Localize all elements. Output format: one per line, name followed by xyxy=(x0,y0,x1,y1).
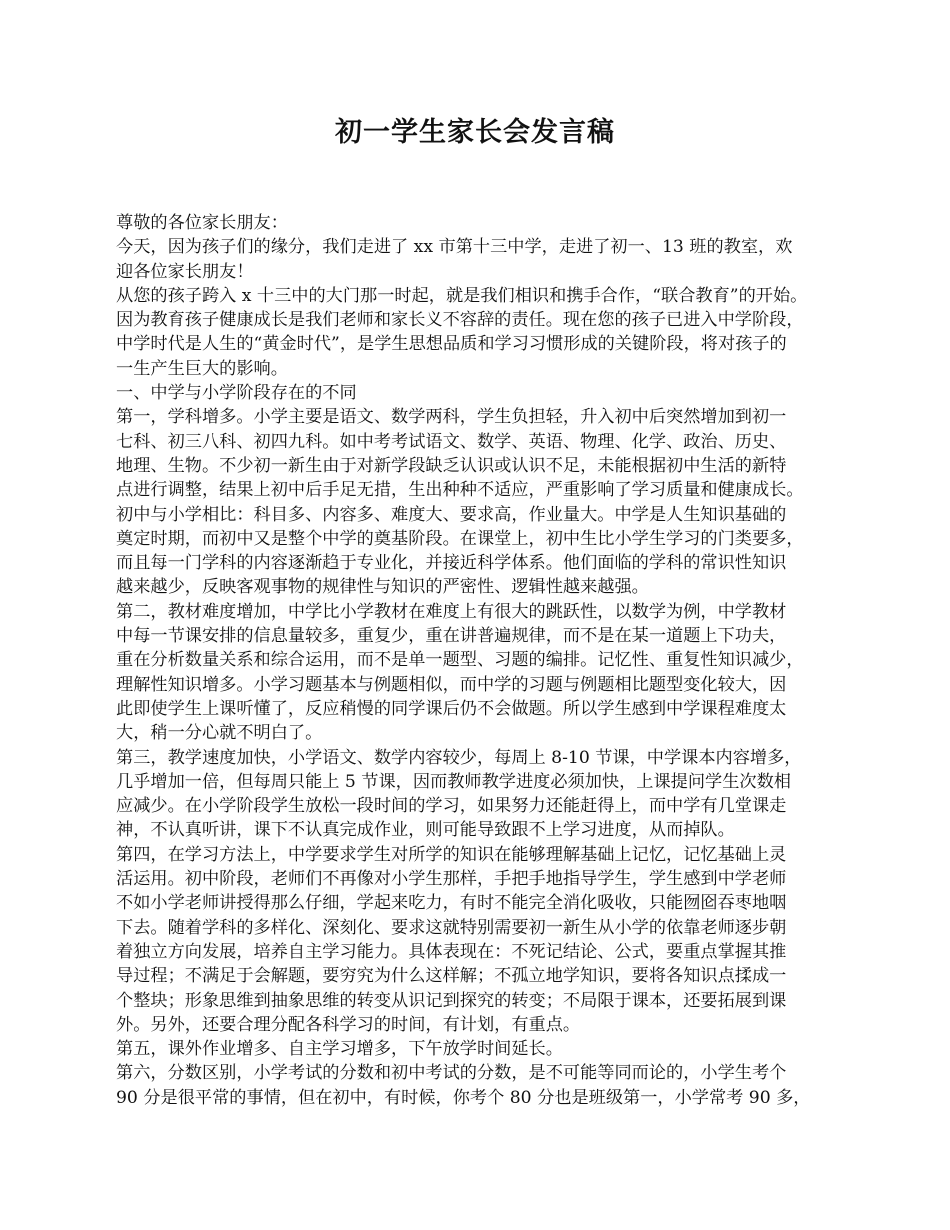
text-line: 此即使学生上课听懂了，反应稍慢的同学课后仍不会做题。所以学生感到中学课程难度太 xyxy=(116,698,787,719)
text-line: 奠定时期，而初中又是整个中学的奠基阶段。在课堂上，初中生比小学生学习的门类要多， xyxy=(116,528,804,549)
text-line: 七科、初三八科、初四九科。如中考考试语文、数学、英语、物理、化学、政治、历史、 xyxy=(116,431,787,452)
text-line: 点进行调整，结果上初中后手足无措，生出种种不适应，严重影响了学习质量和健康成长。 xyxy=(116,480,804,501)
text-line: 初中与小学相比：科目多、内容多、难度大、要求高，作业量大。中学是人生知识基础的 xyxy=(116,504,787,525)
document-body xyxy=(116,211,854,1110)
text-line: 第五，课外作业增多、自主学习增多，下午放学时间延长。 xyxy=(116,1039,563,1060)
text-line: 重在分析数量关系和综合运用，而不是单一题型、习题的编排。记忆性、重复性知识减少， xyxy=(116,650,804,671)
text-line: 越来越少，反映客观事物的规律性与知识的严密性、逻辑性越来越强。 xyxy=(116,577,649,598)
text-line: 因为教育孩子健康成长是我们老师和家长义不容辞的责任。现在您的孩子已进入中学阶段， xyxy=(116,310,804,331)
text-line: 从您的孩子跨入 x 十三中的大门那一时起，就是我们相识和携手合作，“联合教育”的开始。 xyxy=(116,285,808,306)
text-line: 应减少。在小学阶段学生放松一段时间的学习，如果努力还能赶得上，而中学有几堂课走 xyxy=(116,796,787,817)
text-line: 中每一节课安排的信息量较多，重复少，重在讲普遍规律，而不是在某一道题上下功夫， xyxy=(116,626,787,647)
text-line: 外。另外，还要合理分配各科学习的时间，有计划，有重点。 xyxy=(116,1014,581,1035)
text-line: 地理、生物。不少初一新生由于对新学段缺乏认识或认识不足，未能根据初中生活的新特 xyxy=(116,455,787,476)
text-line: 第二，教材难度增加，中学比小学教材在难度上有很大的跳跃性，以数学为例，中学教材 xyxy=(116,601,787,622)
text-line: 着独立方向发展，培养自主学习能力。具体表现在：不死记结论、公式，要重点掌握其推 xyxy=(116,941,787,962)
text-line: 尊敬的各位家长朋友： xyxy=(116,213,288,233)
text-line: 迎各位家长朋友！ xyxy=(116,261,254,282)
text-line: 活运用。初中阶段，老师们不再像对小学生那样，手把手地指导学生，学生感到中学老师 xyxy=(116,869,787,890)
text-line: 神，不认真听讲，课下不认真完成作业，则可能导致跟不上学习进度，从而掉队。 xyxy=(116,820,735,841)
text-line: 个整块；形象思维到抽象思维的转变从识记到探究的转变；不局限于课本，还要拓展到课 xyxy=(116,990,787,1011)
document-title: 初一学生家长会发言稿 xyxy=(335,117,615,148)
text-line: 第四，在学习方法上，中学要求学生对所学的知识在能够理解基础上记忆，记忆基础上灵 xyxy=(116,844,787,865)
text-line: 第三，教学速度加快，小学语文、数学内容较少，每周上 8-10 节课，中学课本内容增多， xyxy=(116,747,802,768)
text-line: 理解性知识增多。小学习题基本与例题相似，而中学的习题与例题相比题型变化较大，因 xyxy=(116,674,787,695)
text-line: 第六，分数区别，小学考试的分数和初中考试的分数，是不可能等同而论的，小学生考个 xyxy=(116,1063,787,1084)
section-heading: 一、中学与小学阶段存在的不同 xyxy=(116,383,357,404)
text-line: 中学时代是人生的“黄金时代”，是学生思想品质和学习习惯形成的关键阶段，将对孩子的 xyxy=(116,334,787,355)
text-line: 第一，学科增多。小学主要是语文、数学两科，学生负担轻，升入初中后突然增加到初一 xyxy=(116,407,787,428)
text-line: 90 分是很平常的事情，但在初中，有时候，你考个 80 分也是班级第一，小学常考 90 多， xyxy=(116,1087,811,1108)
text-line: 大，稍一分心就不明白了。 xyxy=(116,723,323,744)
text-line: 导过程；不满足于会解题，要穷究为什么这样解；不孤立地学知识，要将各知识点揉成一 xyxy=(116,966,787,987)
text-line: 不如小学老师讲授得那么仔细，学起来吃力，有时不能完全消化吸收，只能囫囵吞枣地咽 xyxy=(116,893,787,914)
text-line: 而且每一门学科的内容逐渐趋于专业化，并接近科学体系。他们面临的学科的常识性知识 xyxy=(116,553,787,574)
text-line: 一生产生巨大的影响。 xyxy=(116,358,288,379)
text-line: 下去。随着学科的多样化、深刻化、要求这就特别需要初一新生从小学的依靠老师逐步朝 xyxy=(116,917,787,938)
text-line: 今天，因为孩子们的缘分，我们走进了 xx 市第十三中学，走进了初一、13 班的教室，欢 xyxy=(116,237,793,258)
text-line: 几乎增加一倍，但每周只能上 5 节课，因而教师教学进度必须加快，上课提问学生次数相 xyxy=(116,771,791,792)
